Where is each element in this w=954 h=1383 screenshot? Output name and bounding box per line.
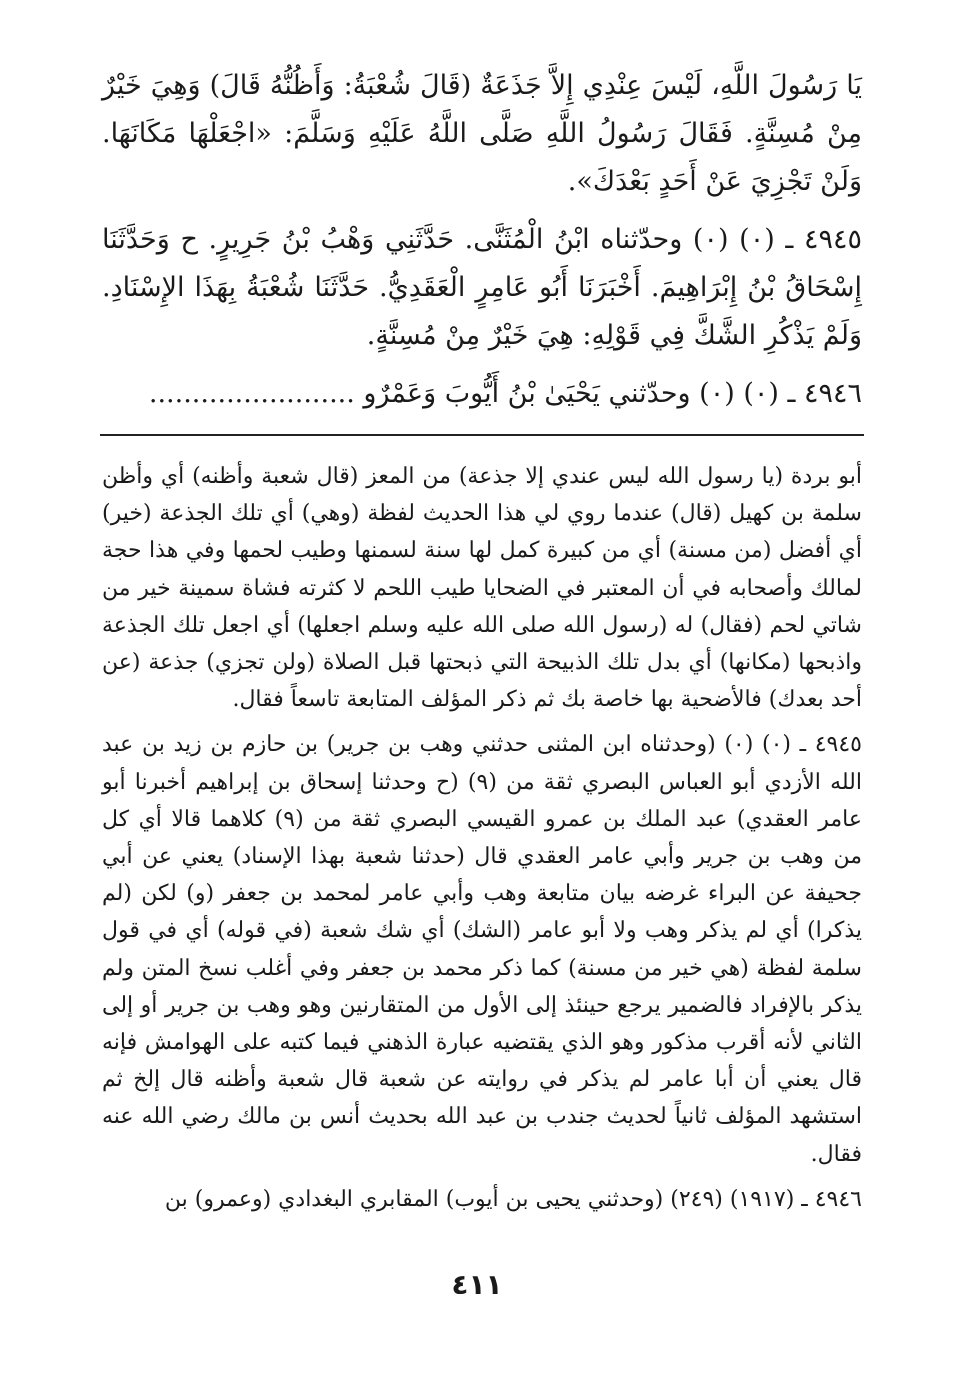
hadith-paragraph-4945: ٤٩٤٥ ـ (٠) (٠) وحدّثناه ابْنُ الْمُثَنَّى. حَدَّثَنِي وَهْبُ بْنُ جَرِيرٍ. ح وَحَدَّثَنَا إِسْحَاقُ بْنُ إِبْرَاهِيمَ. أَخْبَرَنَا أَبُو عَامِرٍ الْعَقَدِيُّ. حَدَّثَنَا شُعْبَةُ بِهَذَا الإِسْنَادِ. وَلَمْ يَذْكُرِ الشَّكَّ فِي قَوْلِهِ: هِيَ خَيْرٌ مِنْ مُسِنَّةٍ. [102,224,862,351]
commentary-paragraph-1: أبو بردة (يا رسول الله ليس عندي إلا جذعة) من المعز (قال شعبة وأظنه) أي وأظن سلمة بن كهيل (قال) عندما روي لي هذا الحديث لفظة (وهي) أي تلك الجذعة (خير) أي أفضل (من مسنة) أي من كبيرة كمل لها سنة لسمنها وطيب لحمها وفي هذا حجة لمالك وأصحابه في أن المعتبر في الضحايا طيب اللحم لا كثرته فشاة سمينة خير من شاتي لحم (فقال) له (رسول الله صلى الله عليه وسلم اجعلها) أي اجعل تلك الجذعة واذبحها (مكانها) أي بدل تلك الذبيحة التي ذبحتها قبل الصلاة (ولن تجزي) جذعة (عن أحد بعدك) فالأضحية بها خاصة بك ثم ذكر المؤلف المتابعة تاسعاً فقال. [102,464,862,713]
commentary-block [102,458,862,1226]
commentary-paragraph-4946: ٤٩٤٦ ـ (١٩١٧) (٢٤٩) (وحدثني يحيى بن أيوب) المقابري البغدادي (وعمرو) بن [164,1186,862,1212]
commentary-sharh [102,458,862,1218]
commentary-paragraph-4945: ٤٩٤٥ ـ (٠) (٠) (وحدثناه ابن المثنى حدثني وهب بن جرير) بن حازم بن زيد بن عبد الله الأزدي أبو العباس البصري ثقة من (٩) (ح وحدثنا إسحاق بن إبراهيم أخبرنا أبو عامر العقدي) عبد الملك بن عمرو القيسي البصري ثقة من (٩) كلاهما قالا أي كل من وهب بن جرير وأبي عامر العقدي قال (حدثنا شعبة بهذا الإسناد) يعني عن أبي جحيفة عن البراء غرضه بيان متابعة وهب وأبي عامر لمحمد بن جعفر (و) لكن (لم يذكرا) أي لم يذكر وهب ولا أبو عامر (الشك) أي شك شعبة (في قوله) أي في قول سلمة لفظة (هي خير من مسنة) كما ذكر محمد بن جعفر وفي أغلب نسخ المتن ولم يذكر بالإفراد فالضمير يرجع حينئذ إلى الأول من المتقارنين وهو وهب بن جرير أو إلى الثاني لأنه أقرب مذكور وهو الذي يقتضيه عبارة الذهني فيما كتبه على الهوامش فإنه قال يعني أن أبا عامر لم يذكر في روايته عن شعبة قال شعبة وأظنه قال إلخ ثم استشهد المؤلف ثانياً لحديث جندب بن عبد الله بحديث أنس بن مالك رضي الله عنه فقال. [102,732,862,1167]
hadith-paragraph-1: يَا رَسُولَ اللَّهِ، لَيْسَ عِنْدِي إِلاَّ جَذَعَةٌ (قَالَ شُعْبَةُ: وَأَظُنُّهُ قَالَ) وَهِيَ خَيْرٌ مِنْ مُسِنَّةٍ. فَقَالَ رَسُولُ اللَّهِ صَلَّى اللَّهُ عَلَيْهِ وَسَلَّمَ: «اجْعَلْهَا مَكَانَهَا. وَلَنْ تَجْزِيَ عَنْ أَحَدٍ بَعْدَكَ». [102,70,863,197]
hadith-text-block [102,62,862,428]
hadith-paragraph-4946: ٤٩٤٦ ـ (٠) (٠) وحدّثني يَحْيَىٰ بْنُ أَيُّوبَ وَعَمْرٌو ........................ [148,378,862,409]
hadith-matn [102,62,862,418]
page-number: ٤١١ [451,1268,503,1301]
footnote-divider [100,434,864,436]
